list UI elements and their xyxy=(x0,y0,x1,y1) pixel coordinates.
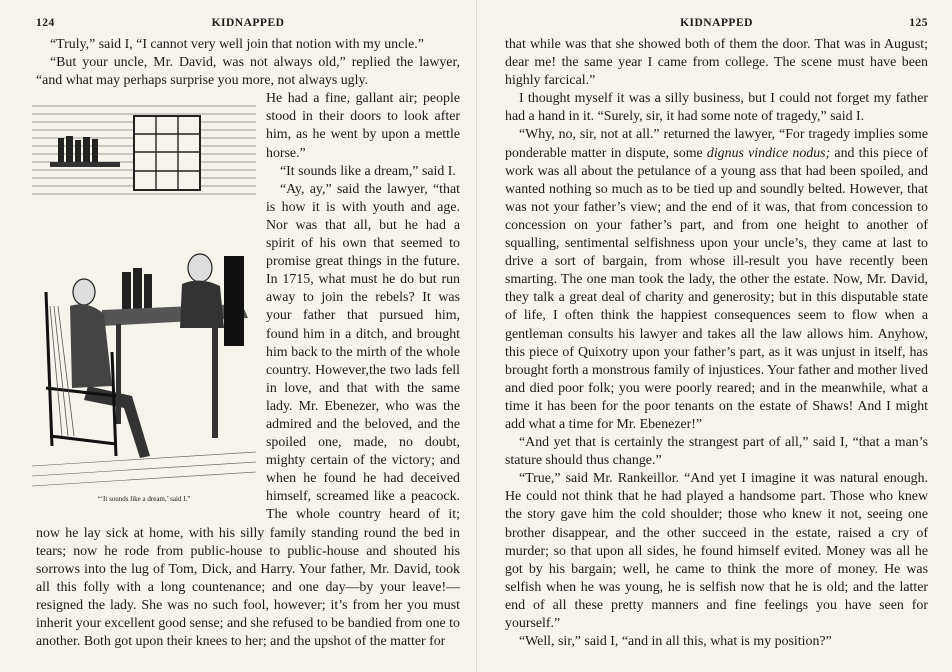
right-paragraph-2: I thought myself it was a silly business, but I could not forget my father had a hand in it. “Surely, sir, it had some note of tragedy,” said I. xyxy=(505,91,928,125)
right-page-header xyxy=(505,14,928,36)
left-page-header xyxy=(36,14,460,36)
left-paragraph-3: “It sounds like a dream,” said I. xyxy=(280,163,456,179)
left-paragraph-2-continued: He had a fine, gallant air; people stood in their doors to look after him, as he went by upon a mettle horse.” xyxy=(266,91,460,161)
right-paragraph-3-start: “Why, no, sir, not at all.” returned the lawyer, “For tragedy implies some ponderable matter in dispute, some xyxy=(505,127,928,161)
right-paragraph-3-rest: and this piece of work was all about the petulance of a young ass that had been spoiled, and wanted nothing so much as to be tied up and soundly belted. However, that was not your father’s view; and the end of it was, that from concession to concession on your father’s part, and from one height to another of squalling, sentimental selfishness upon your uncle’s, they came at last to drive a sort of bargain, from whose ill-result you have recently been smarting. The one man took the lady, the other the estate. Now, Mr. David, they talk a great deal of charity and generosity; but in this disputable state of life, I often think the happiest consequences seem to flow when a gentleman consults his lawyer and takes all the law allows him. Anyhow, this piece of Quixotry upon your father’s part, as it was unjust in itself, has brought forth a monstrous family of injustices. Your father and mother lived and died poor folk; you were poorly reared; and in the meanwhile, what a time it has been for the poor tenants on the estate of Shaws! And I might add what a time for Mr. Ebenezer!” xyxy=(505,145,928,432)
illustration xyxy=(32,96,256,510)
left-page-text xyxy=(36,36,460,651)
right-paragraph-5: “True,” said Mr. Rankeillor. “And yet I imagine it was natural enough. He could not think that he had played a handsome part. Those who knew the story gave him the cold shoulder; those who knew it not, seeing one brother disappear, and the other succeed in the estate, raised a cry of murder; so that upon all sides, he found himself evited. Money was all he got by his bargain; well, he came to think the more of money. He was selfish when he was young, he is selfish now that he is old; and the latter end of all these pretty manners and fine feelings you have seen for yourself.” xyxy=(505,471,928,631)
left-paragraph-4: “Ay, ay,” said the lawyer, “that is how it is with youth and age. Nor was that all, but he had a spirit of his own that seemed to promise great things in the future. In 1715, what must he do but run away to join the rebels? It was your father that pursued him, found him in a ditch, and brought him back to the mirth of the whole country. However,the two lads fell in love, and that with the same lady. Mr. Ebenezer, who was the admired and the beloved, and the spoiled one, made, no doubt, mighty certain of the victory; and when he found he had deceived himself, screamed like a peacock. The whole country heard of it; now he lay sick at home, with his silly family standing round the bed in tears; now he rode from public-house to public-house and shouted his sorrows into the lug of Tom, Dick, and Harry. Your father, Mr. David, took all this folly with a long countenance; and one day—by your leave!—resigned the lady. She was no such fool, however; it’s from her you must inherit your excellent good sense; and she refused to be bandied from one to another. Both got upon their knees to her; and the upshot of the matter for xyxy=(36,181,460,650)
left-page-number: 124 xyxy=(36,17,55,29)
left-running-head: KIDNAPPED xyxy=(211,17,285,29)
right-paragraph-3 xyxy=(505,126,928,434)
right-paragraph-6: “Well, sir,” said I, “and in all this, what is my position?” xyxy=(519,634,832,650)
illustration-caption: “‘It sounds like a dream,’ said I.” xyxy=(97,495,191,504)
right-page xyxy=(476,0,952,672)
right-paragraph-4: “And yet that is certainly the strangest part of all,” said I, “that a man’s stature should thus change.” xyxy=(505,435,928,469)
left-paragraph-2: “But your uncle, Mr. David, was not always old,” replied the lawyer, “and what may perhaps surprise you more, not always ugly. xyxy=(36,55,460,89)
right-running-head: KIDNAPPED xyxy=(680,17,753,29)
right-page-number: 125 xyxy=(909,17,928,29)
right-paragraph-1: that while was that she showed both of them the door. That was in August; dear me! the same year I came from college. The scene must have been highly farcical.” xyxy=(505,37,928,89)
left-paragraph-1: “Truly,” said I, “I cannot very well join that notion with my uncle.” xyxy=(50,37,424,52)
right-page-text xyxy=(505,36,928,651)
latin-phrase: dignus vindice nodus; xyxy=(706,145,831,161)
illustration-two-men-at-table-icon xyxy=(32,96,256,490)
